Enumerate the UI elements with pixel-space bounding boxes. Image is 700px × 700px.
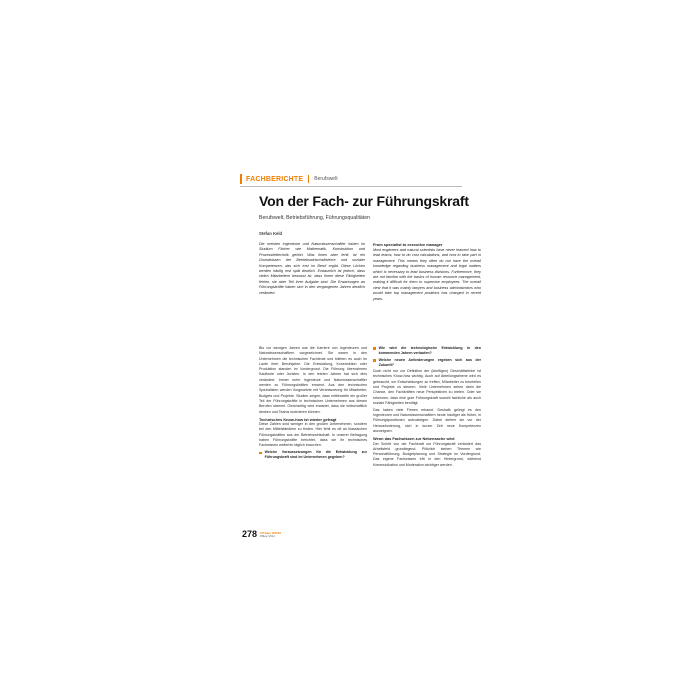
body-subheading: Technisches Know-how ist wieder gefragt — [259, 416, 337, 422]
body-paragraph: Bis vor wenigen Jahren war die Karriere von Ingenieuren und Naturwissenschaftlern vorgezeichnet. Sie waren in den Unternehmen die technischen Fachleute und blieben es auch im Laufe ihrer Berufsjahre. Die Entwicklung, Konstruktion oder Produktion standen im Vordergrund. Die Führung übernahmen Kaufleute oder Juristen. In den letzten Jahren hat sich dies verändert: Immer mehr Ingenieure und Naturwissenschaftler werden zu Führungskräften ernannt. Aus den technischen Spezialisten werden Vorgesetzte mit Verantwortung für Mitarbeiter, Budgets und Projekte. Studien zeigen, dass mittlerweile ein großer Teil der Führungskräfte in technischen Unternehmen aus diesen Berufen stammt. Gleichzeitig wird erwartet, dass sie wirtschaftlich denken und Teams motivieren können. — [259, 346, 367, 414]
bullet-text: Wie wird die technologische Entwicklung in den kommenden Jahren verlaufen? — [378, 346, 481, 356]
abstract-english-title: From specialist to executive manager — [373, 242, 443, 247]
subsection-label: Berufswelt — [314, 176, 338, 182]
page-footer — [242, 530, 281, 539]
abstract-german: Die meisten Ingenieure und Naturwissenschaftler haben im Studium Fächer wie Mathematik, Konstruktion und Prozessleittechnik gehört. Was ihnen aber fehlt, ist ein Grundwissen der Betriebswirtschaftslehre und sozialer Kompetenzen, das sich erst im Beruf ergibt. Diese Lücken werden häufig erst spät deutlich. Erstaunlich ist jedoch, dass vielen Mitarbeitern bewusst ist, dass ihnen diese Fähigkeiten fehlen, sie aber Teil ihrer Aufgabe sind. Die Erwartungen an Führungskräfte haben sich in den vergangenen Jahren deutlich verändert. — [259, 242, 365, 295]
bullet-text: Welche neuen Anforderungen ergeben sich aus der Zukunft? — [378, 357, 481, 367]
page-number: 278 — [242, 529, 258, 539]
body-paragraph: Diese Zahlen sind weniger in den großen Unternehmen, sondern bei den Mittelständlern zu finden. Hier fehlt es oft an klassischen Führungskräften aus der Betriebswirtschaft. In unserer Befragung haben Führungskräfte berichtet, dass sie ihr technisches Fachwissen weiterhin täglich brauchen. — [259, 422, 367, 448]
body-paragraph: Der Schritt von der Fachkraft zur Führungskraft verändert das Arbeitsfeld grundlegend. Plötzlich stehen Themen wie Personalführung, Budgetplanung und Strategie im Vordergrund. Das eigene Fachwissen tritt in den Hintergrund, während Kommunikation und Moderation wichtiger werden. — [373, 441, 481, 467]
body-subheading: Wenn das Fachwissen zur Nebensache wird — [373, 436, 455, 442]
body-paragraph: Das haben viele Firmen erkannt. Deshalb gelingt es den Ingenieuren und Naturwissenschaftlern heute häufiger als früher, in Führungspositionen aufzusteigen. Dabei stehen sie vor der Herausforderung, sich in kurzer Zeit neue Kompetenzen anzueignen. — [373, 407, 481, 433]
bullet-square-icon — [259, 452, 262, 455]
body-column-left — [259, 346, 367, 462]
article-author: Stefan Keld — [259, 231, 283, 236]
bullet-item — [373, 358, 481, 369]
bullet-square-icon — [373, 359, 376, 362]
body-column-right — [373, 346, 481, 470]
body-paragraph: Doch nicht nur zur Definition der (künftigen) Geschäftsfelder ist technisches Know-how wichtig. Auch auf Abteilungsebene wird es gebraucht, um Entscheidungen zu treffen, Mitarbeiter zu beurteilen und Projekte zu steuern. Viele Unternehmen sehen darin die Chance, den Fachkräften neue Perspektiven zu bieten. Oder sie erkennen, dass eine gute Führungskraft sowohl fachliche als auch soziale Fähigkeiten benötigt. — [373, 369, 481, 405]
header-separator — [308, 175, 309, 183]
section-label: FACHBERICHTE — [246, 175, 304, 183]
publication-line: Wiley-VCH — [260, 534, 275, 539]
bullet-square-icon — [373, 347, 376, 350]
footer-meta — [260, 532, 281, 539]
section-header — [240, 174, 338, 184]
issue-line: CITplus 3/2010 — [260, 530, 282, 535]
abstract-english: Most engineers and natural scientists have never learned how to lead teams, how to do cost calculations, and how to take part in management. This means they often do not have the overall knowledge regarding business management and legal matters which is necessary to lead business divisions. Furthermore, they are not familiar with the basics of human resource management, making it difficult for them to supervise employees. The overall view that it was mainly lawyers and business administrators who would take top management positions has changed in recent years. — [373, 248, 481, 301]
header-rule — [240, 186, 462, 187]
bullet-text: Welche Voraussetzungen für die Entwicklung zur Führungskraft sind im Unternehmen gegeben? — [264, 450, 367, 460]
article-title: Von der Fach- zur Führungskraft — [259, 193, 469, 209]
article-keywords: Berufswelt, Betriebsführung, Führungsqualitäten — [259, 215, 371, 221]
section-accent-bar — [240, 174, 242, 184]
bullet-item — [259, 450, 367, 461]
bullet-item — [373, 346, 481, 357]
